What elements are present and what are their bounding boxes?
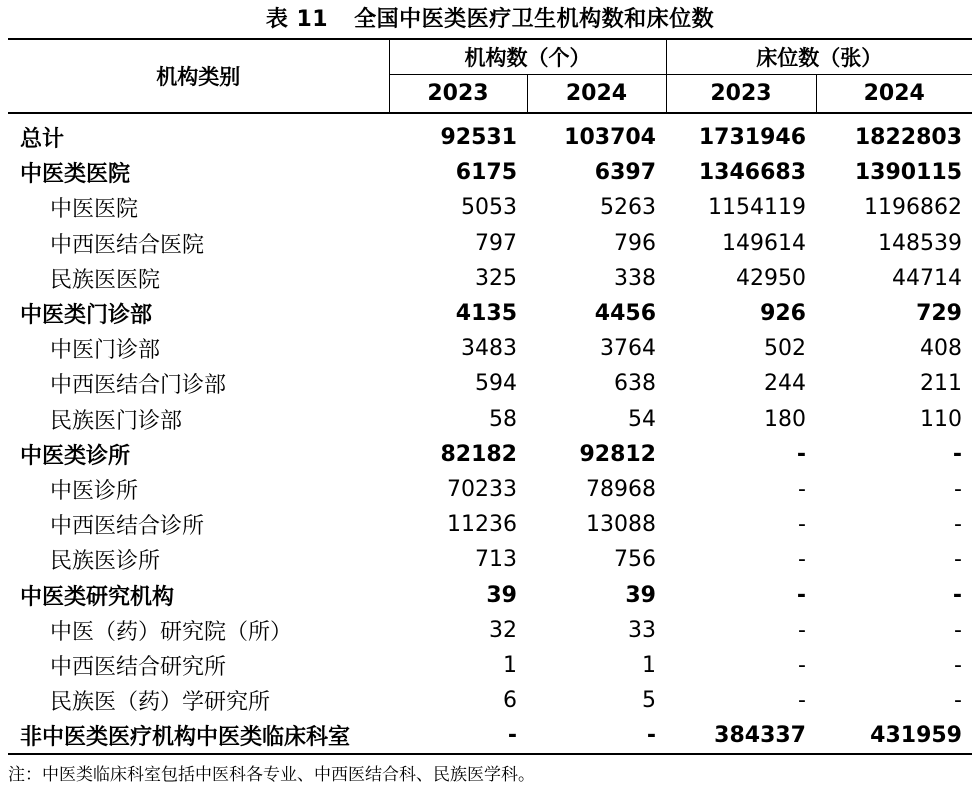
data-table <box>8 38 972 755</box>
row-value: - <box>798 476 806 502</box>
table-row <box>8 683 972 718</box>
table-header <box>8 39 972 113</box>
row-value: 5 <box>642 688 656 714</box>
row-value: - <box>796 441 806 467</box>
row-value: 638 <box>614 371 656 397</box>
table-body <box>8 113 972 754</box>
row-label: 中医类门诊部 <box>20 303 153 329</box>
row-value: 1154119 <box>708 195 806 221</box>
row-value: 32 <box>489 617 517 643</box>
header-year: 2024 <box>816 75 972 114</box>
row-value: 431959 <box>816 718 972 754</box>
row-value: 4456 <box>594 301 656 327</box>
table-row <box>8 155 972 190</box>
row-value: 5053 <box>461 195 517 221</box>
table-row <box>8 718 972 754</box>
row-label: 中西医结合诊所 <box>50 514 205 540</box>
row-value: 244 <box>764 371 806 397</box>
row-label: 中医门诊部 <box>50 338 161 364</box>
table-number: 表 11 <box>265 7 329 32</box>
row-value: 1346683 <box>698 160 806 186</box>
row-value: 148539 <box>878 230 962 256</box>
row-value: - <box>954 652 962 678</box>
row-label: 中西医结合医院 <box>50 232 205 258</box>
header-beds: 床位数（张） <box>666 39 972 75</box>
table-row <box>8 542 972 577</box>
table-title <box>0 2 980 33</box>
row-value: - <box>954 476 962 502</box>
row-value: - <box>954 512 962 538</box>
row-label: 中医类研究机构 <box>20 584 175 610</box>
table-row <box>8 472 972 507</box>
table-row <box>8 437 972 472</box>
row-value: 70233 <box>447 476 517 502</box>
row-value: 92812 <box>579 441 656 467</box>
row-value: 3764 <box>600 336 656 362</box>
row-value: 6397 <box>594 160 656 186</box>
row-label: 民族医（药）学研究所 <box>50 690 271 716</box>
row-value: - <box>798 547 806 573</box>
row-value: 33 <box>628 617 656 643</box>
row-label: 非中医类医疗机构中医类临床科室 <box>8 718 389 754</box>
header-year: 2023 <box>666 75 816 114</box>
row-value: 384337 <box>666 718 816 754</box>
row-value: - <box>796 582 806 608</box>
table-row <box>8 331 972 366</box>
table-row <box>8 113 972 155</box>
row-value: - <box>798 512 806 538</box>
row-value: 54 <box>628 406 656 432</box>
table-note: 注：中医类临床科室包括中医科各专业、中西医结合科、民族医学科。 <box>8 765 535 785</box>
row-value: 713 <box>475 547 517 573</box>
row-value: 39 <box>486 582 517 608</box>
table-row <box>8 577 972 612</box>
row-value: 103704 <box>564 125 656 151</box>
table-row <box>8 402 972 437</box>
row-value: 11236 <box>447 512 517 538</box>
row-value: - <box>798 688 806 714</box>
row-label: 中医医院 <box>50 197 139 223</box>
table-row <box>8 190 972 225</box>
row-label: 中医诊所 <box>50 478 139 504</box>
table-row <box>8 296 972 331</box>
table-row <box>8 261 972 296</box>
row-value: 1 <box>503 652 517 678</box>
header-year: 2024 <box>527 75 666 114</box>
row-value: 1822803 <box>854 125 962 151</box>
row-value: 6 <box>503 688 517 714</box>
row-value: - <box>952 441 962 467</box>
row-label: 中医类诊所 <box>20 443 131 469</box>
row-label: 民族医门诊部 <box>50 408 183 434</box>
header-institutions: 机构数（个） <box>389 39 666 75</box>
table-row <box>8 648 972 683</box>
table-row <box>8 366 972 401</box>
row-label: 总计 <box>20 127 65 153</box>
row-label: 中医类医院 <box>20 162 131 188</box>
table-row <box>8 613 972 648</box>
row-value: - <box>954 547 962 573</box>
row-value: 4135 <box>455 301 517 327</box>
row-value: 729 <box>916 301 962 327</box>
row-value: 797 <box>475 230 517 256</box>
row-value: 44714 <box>892 265 962 291</box>
row-value: 39 <box>625 582 656 608</box>
row-value: 3483 <box>461 336 517 362</box>
row-value: - <box>954 617 962 643</box>
row-value: - <box>798 617 806 643</box>
table-row <box>8 507 972 542</box>
row-value: 92531 <box>440 125 517 151</box>
row-label: 民族医诊所 <box>50 549 161 575</box>
row-label: 中医（药）研究院（所） <box>50 619 293 645</box>
row-value: 58 <box>489 406 517 432</box>
row-value: 1390115 <box>854 160 962 186</box>
row-value: 594 <box>475 371 517 397</box>
row-value: - <box>952 582 962 608</box>
row-value: 82182 <box>440 441 517 467</box>
header-category: 机构类别 <box>8 39 389 113</box>
row-label: 中西医结合门诊部 <box>50 373 227 399</box>
row-value: 6175 <box>455 160 517 186</box>
row-label: 民族医医院 <box>50 267 161 293</box>
row-value: 502 <box>764 336 806 362</box>
row-label: 中西医结合研究所 <box>50 654 227 680</box>
row-value: 13088 <box>586 512 656 538</box>
row-value: 325 <box>475 265 517 291</box>
row-value: - <box>527 718 666 754</box>
table-title-text: 全国中医类医疗卫生机构数和床位数 <box>354 7 715 32</box>
row-value: 1 <box>642 652 656 678</box>
row-value: 408 <box>920 336 962 362</box>
row-value: - <box>798 652 806 678</box>
row-value: 211 <box>920 371 962 397</box>
row-value: 926 <box>760 301 806 327</box>
row-value: - <box>954 688 962 714</box>
row-value: 5263 <box>600 195 656 221</box>
row-value: 180 <box>764 406 806 432</box>
row-value: - <box>389 718 527 754</box>
row-value: 338 <box>614 265 656 291</box>
header-year: 2023 <box>389 75 527 114</box>
table-row <box>8 226 972 261</box>
row-value: 796 <box>614 230 656 256</box>
row-value: 1731946 <box>698 125 806 151</box>
row-value: 78968 <box>586 476 656 502</box>
row-value: 110 <box>920 406 962 432</box>
row-value: 756 <box>614 547 656 573</box>
row-value: 149614 <box>722 230 806 256</box>
row-value: 1196862 <box>864 195 962 221</box>
row-value: 42950 <box>736 265 806 291</box>
